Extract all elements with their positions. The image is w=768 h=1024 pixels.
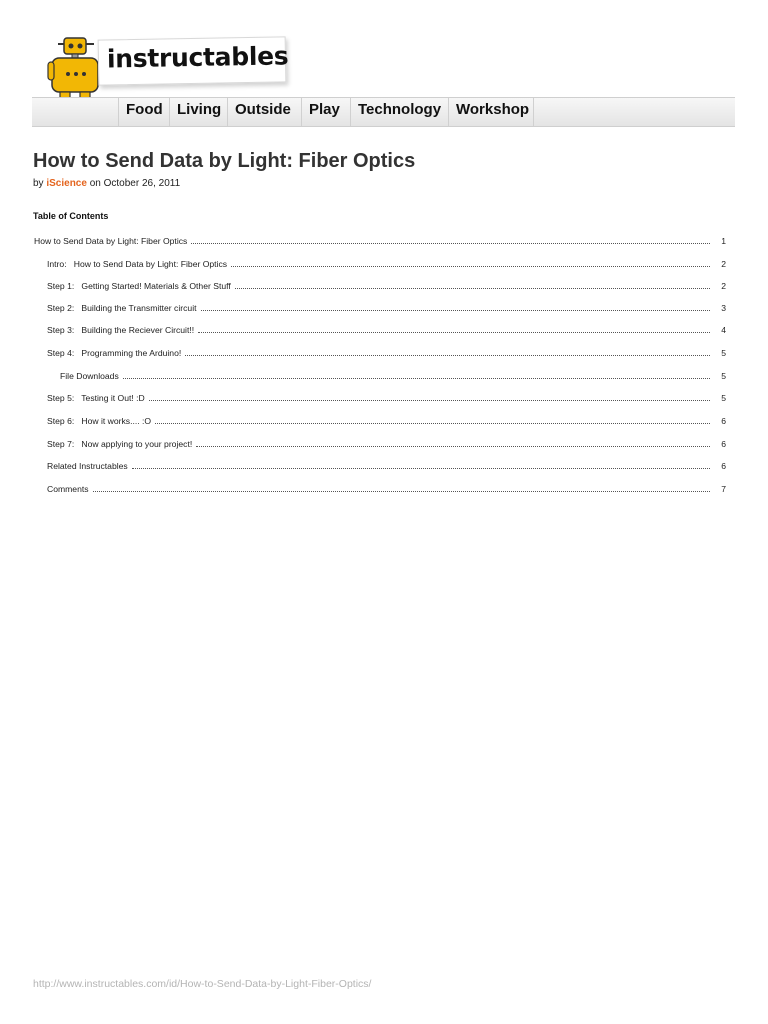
nav-item-outside[interactable]: Outside — [227, 98, 301, 126]
toc-entry[interactable] — [47, 393, 726, 405]
toc-entry-page: 5 — [721, 371, 726, 381]
site-header — [0, 0, 768, 130]
byline-prefix: by — [33, 178, 44, 189]
author-link[interactable]: iScience — [46, 178, 87, 189]
toc-entry-label: Step 4: Programming the Arduino! — [47, 348, 182, 358]
nav-item-play[interactable]: Play — [301, 98, 350, 126]
toc-dot-leader — [196, 439, 710, 447]
toc-entry-page: 6 — [721, 461, 726, 471]
toc-entry[interactable] — [47, 325, 726, 337]
toc-entry-label: Related Instructables — [47, 461, 128, 471]
toc-entry-page: 2 — [721, 281, 726, 291]
toc-dot-leader — [191, 236, 710, 244]
toc-entry-label: Step 7: Now applying to your project! — [47, 439, 193, 449]
toc-dot-leader — [132, 461, 710, 469]
toc-entry[interactable] — [47, 303, 726, 315]
toc-entry[interactable] — [47, 439, 726, 451]
toc-entry-page: 7 — [721, 484, 726, 494]
toc-entry[interactable] — [47, 416, 726, 428]
toc-dot-leader — [185, 348, 710, 356]
toc-entry-label: Comments — [47, 484, 89, 494]
nav-item-food[interactable]: Food — [118, 98, 169, 126]
toc-entry-label: Step 5: Testing it Out! :D — [47, 393, 145, 403]
toc-entry-label: How to Send Data by Light: Fiber Optics — [34, 236, 188, 246]
toc-dot-leader — [123, 371, 710, 379]
toc-entry[interactable] — [47, 348, 726, 360]
nav-item-technology[interactable]: Technology — [350, 98, 448, 126]
toc-entry-page: 4 — [721, 325, 726, 335]
toc-entry[interactable] — [47, 281, 726, 293]
toc-heading: Table of Contents — [33, 211, 109, 221]
toc-dot-leader — [231, 259, 710, 267]
toc-dot-leader — [198, 325, 710, 333]
toc-entry-label: Step 6: How it works.... :O — [47, 416, 152, 426]
toc-entry-label: Step 2: Building the Transmitter circuit — [47, 303, 197, 313]
toc-entry-page: 1 — [721, 236, 726, 246]
toc-entry-label: Step 1: Getting Started! Materials & Other Stuff — [47, 281, 231, 291]
toc-dot-leader — [235, 281, 710, 289]
toc-entry[interactable] — [34, 236, 726, 248]
toc-entry-label: Step 3: Building the Reciever Circuit!! — [47, 325, 195, 335]
footer-url[interactable]: http://www.instructables.com/id/How-to-Send-Data-by-Light-Fiber-Optics/ — [33, 978, 372, 990]
page-title: How to Send Data by Light: Fiber Optics — [33, 150, 416, 172]
nav-item-living[interactable]: Living — [169, 98, 227, 126]
toc-dot-leader — [201, 303, 710, 311]
toc-entry[interactable] — [60, 371, 726, 383]
toc-entry-page: 5 — [721, 393, 726, 403]
byline — [33, 178, 180, 189]
toc-entry[interactable] — [47, 461, 726, 473]
logo[interactable] — [98, 36, 287, 85]
toc-entry-page: 6 — [721, 439, 726, 449]
toc-dot-leader — [149, 393, 710, 401]
toc-dot-leader — [93, 484, 710, 492]
category-nav — [32, 97, 735, 127]
toc-entry-page: 6 — [721, 416, 726, 426]
logo-text: instructables — [106, 41, 289, 74]
toc-entry-page: 3 — [721, 303, 726, 313]
toc-entry-label: File Downloads — [60, 371, 119, 381]
nav-item-workshop[interactable]: Workshop — [448, 98, 534, 126]
toc-entry[interactable] — [47, 259, 726, 271]
toc-entry-page: 2 — [721, 259, 726, 269]
toc-entry-page: 5 — [721, 348, 726, 358]
toc-entry-label: Intro: How to Send Data by Light: Fiber Optics — [47, 259, 228, 269]
toc-dot-leader — [155, 416, 710, 424]
byline-date: on October 26, 2011 — [89, 178, 181, 189]
toc-entry[interactable] — [47, 484, 726, 496]
